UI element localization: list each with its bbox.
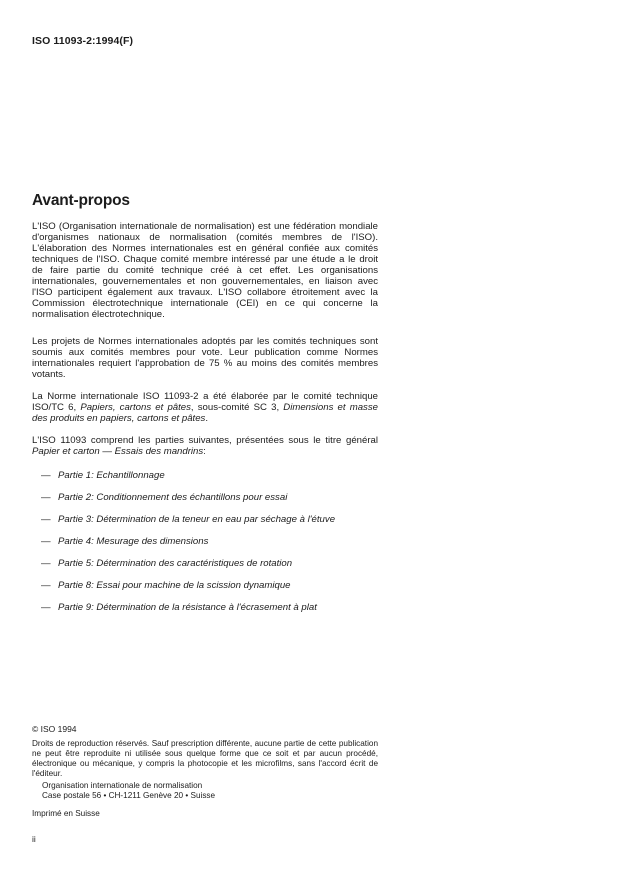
part-title: Partie 4: Mesurage des dimensions (58, 536, 209, 547)
paragraph-iso-intro: L'ISO (Organisation internationale de normalisation) est une fédération mondiale d'organismes nationaux de normalisation (comités membres de l'ISO). L'élaboration des Normes internationales est en général confiée aux comités techniques de l'ISO. Chaque comité membre intéressé par une étude a le droit de faire partie du comité technique créé à cet effet. Les organisations internationales, gouvernementales et non gouvernementales, en liaison avec l'ISO participent également aux travaux. L'ISO collabore étroitement avec la Commission électrotechnique internationale (CEI) en ce qui concerne la normalisation électrotechnique. (32, 221, 378, 320)
part-title: Partie 8: Essai pour machine de la scission dynamique (58, 580, 291, 591)
parts-list (32, 470, 432, 624)
list-item (32, 558, 432, 580)
paragraph-voting: Les projets de Normes internationales adoptés par les comités techniques sont soumis aux comités membres pour vote. Leur publication comme Normes internationales requiert l'approbation de 75 % au moins des comités membres votants. (32, 336, 378, 380)
list-item (32, 580, 432, 602)
document-id: ISO 11093-2:1994(F) (32, 35, 134, 47)
parts-intro-text: L'ISO 11093 comprend les parties suivantes, présentées sous le titre général (32, 435, 378, 446)
committee-text-3: . (205, 413, 208, 424)
part-title: Partie 9: Détermination de la résistance à l'écrasement à plat (58, 602, 317, 613)
printed-in: Imprimé en Suisse (32, 809, 100, 818)
parts-general-title: Papier et carton — Essais des mandrins (32, 446, 204, 457)
list-dash: — (41, 470, 51, 481)
list-item (32, 536, 432, 558)
rights-statement: Droits de reproduction réservés. Sauf prescription différente, aucune partie de cette publication ne peut être reproduite ni utilisée sous quelque forme que ce soit et par aucun procédé, électronique ou mécanique, y compris la photocopie et les microfilms, sans l'accord écrit de l'éditeur. (32, 739, 378, 778)
list-dash: — (41, 558, 51, 569)
page-number: ii (32, 834, 36, 844)
list-dash: — (41, 580, 51, 591)
list-item (32, 602, 432, 624)
page-title: Avant-propos (32, 192, 130, 209)
part-title: Partie 5: Détermination des caractéristiques de rotation (58, 558, 293, 569)
part-title: Partie 2: Conditionnement des échantillons pour essai (58, 492, 288, 503)
committee-sc-name: Dimensions et masse des produits en papiers, cartons et pâtes (32, 402, 378, 424)
committee-text-1: La Norme internationale ISO 11093-2 a été élaborée par le comité technique ISO/TC 6, (32, 391, 378, 413)
paragraph-parts-intro (32, 435, 378, 457)
list-item (32, 470, 432, 492)
copyright-notice: © ISO 1994 (32, 724, 77, 734)
list-dash: — (41, 514, 51, 525)
list-item (32, 492, 432, 514)
publisher-name: Organisation internationale de normalisation (42, 781, 203, 790)
paragraph-committee (32, 391, 378, 424)
parts-intro-colon: : (203, 446, 206, 457)
list-item (32, 514, 432, 536)
publisher-address (42, 781, 215, 801)
part-title: Partie 1: Echantillonnage (58, 470, 165, 481)
publisher-postal: Case postale 56 • CH-1211 Genève 20 • Suisse (42, 791, 216, 800)
committee-text-2: , sous-comité SC 3, (190, 402, 284, 413)
list-dash: — (41, 536, 51, 547)
list-dash: — (41, 602, 51, 613)
list-dash: — (41, 492, 51, 503)
committee-tc-name: Papiers, cartons et pâtes (80, 402, 191, 413)
part-title: Partie 3: Détermination de la teneur en eau par séchage à l'étuve (58, 514, 336, 525)
